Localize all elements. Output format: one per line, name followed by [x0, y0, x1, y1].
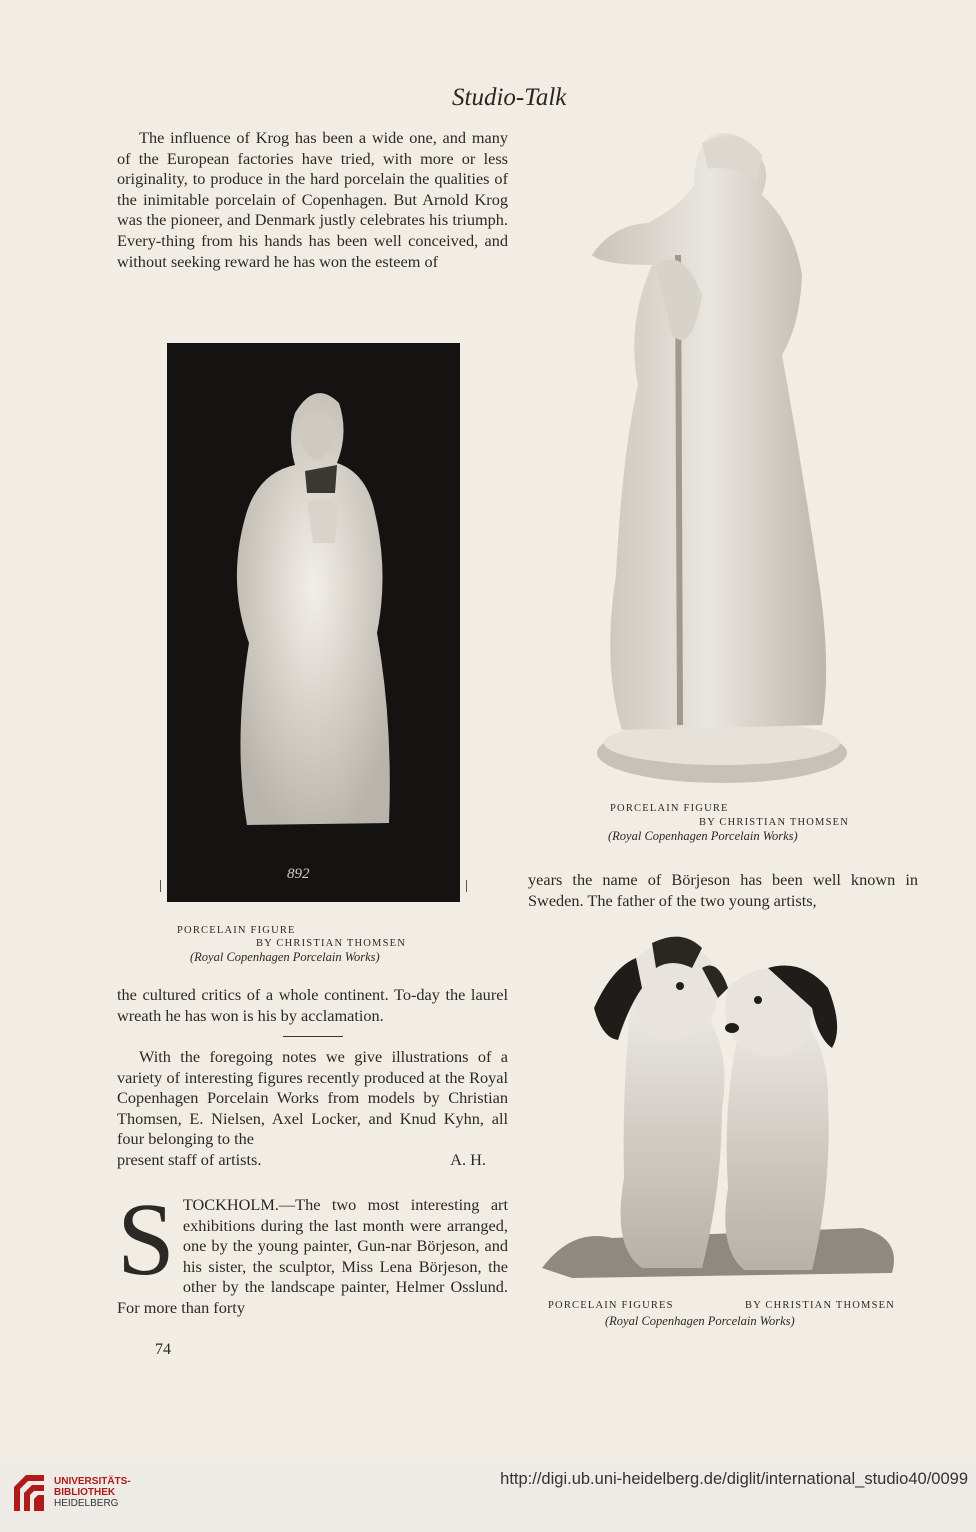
stockholm-text: TOCKHOLM.—The two most interesting art exhibitions during the last month were arranged, one by the young painter, Gun-nar Börjeson, and his sister, the sculptor, Miss Lena Börjeson, the other by the landscape painter, Helmer Osslund. For more than forty: [117, 1195, 508, 1317]
running-title: Studio-Talk: [452, 84, 567, 111]
signature-line: [117, 1150, 508, 1171]
library-name-line3: HEIDELBERG: [54, 1498, 119, 1509]
photo-old-woman-figure: [167, 343, 460, 902]
figure-number-label: 892: [287, 866, 310, 882]
woman-figure-image: [582, 125, 852, 795]
photo-woman-with-staff-figure: [582, 125, 852, 795]
photo-two-dogs-figure: [532, 928, 910, 1284]
left-caption-artist: BY CHRISTIAN THOMSEN: [256, 938, 407, 949]
permalink-url[interactable]: http://digi.ub.uni-heidelberg.de/diglit/international_studio40/0099: [500, 1470, 968, 1488]
paragraph-krog-influence: The influence of Krog has been a wide one, and many of the European factories have tried, with more or less originality, to produce in the hard porcelain the qualities of the inimitable porcelain of Copenhagen. But Arnold Krog was the pioneer, and Denmark justly celebrates his triumph. Every-thing from his hands has been well conceived, and without seeking reward he has won the esteem of: [117, 128, 508, 271]
top-right-caption-artist: BY CHRISTIAN THOMSEN: [699, 817, 850, 828]
author-signature: A. H.: [450, 1150, 486, 1169]
page-number: 74: [155, 1341, 171, 1358]
library-name-line2: BIBLIOTHEK: [54, 1487, 116, 1498]
crop-mark: [466, 880, 467, 892]
paragraph-illustrations: [117, 1047, 508, 1150]
crop-mark: [160, 880, 161, 892]
two-dogs-image: [532, 928, 910, 1284]
paragraph-borjeson: years the name of Börjeson has been well known in Sweden. The father of the two young artists,: [528, 870, 918, 910]
top-right-caption-title: PORCELAIN FIGURE: [610, 803, 729, 814]
library-logo-icon[interactable]: [10, 1473, 48, 1513]
dogs-caption-title: PORCELAIN FIGURES: [548, 1300, 674, 1311]
left-caption-source: (Royal Copenhagen Porcelain Works): [190, 950, 380, 964]
illustrations-text: With the foregoing notes we give illustrations of a variety of interesting figures recently produced at the Royal Copenhagen Porcelain Works from models by Christian Thomsen, E. Nielsen, Axel Locker, and Knud Kyhn, all four belonging to the: [117, 1047, 508, 1149]
dogs-caption-source: (Royal Copenhagen Porcelain Works): [605, 1314, 795, 1328]
drop-cap: S: [117, 1182, 175, 1297]
old-woman-figure-image: [167, 343, 460, 902]
paragraph-stockholm: [117, 1182, 508, 1319]
illustrations-last-line: present staff of artists.: [117, 1150, 262, 1169]
dogs-caption-artist: BY CHRISTIAN THOMSEN: [745, 1300, 896, 1311]
paragraph-acclamation: the cultured critics of a whole continent. To-day the laurel wreath he has won is his by acclamation.: [117, 985, 508, 1025]
left-caption-title: PORCELAIN FIGURE: [177, 925, 296, 936]
section-divider: [283, 1036, 343, 1037]
library-name-line1: UNIVERSITÄTS-: [54, 1476, 131, 1487]
top-right-caption-source: (Royal Copenhagen Porcelain Works): [608, 829, 798, 843]
